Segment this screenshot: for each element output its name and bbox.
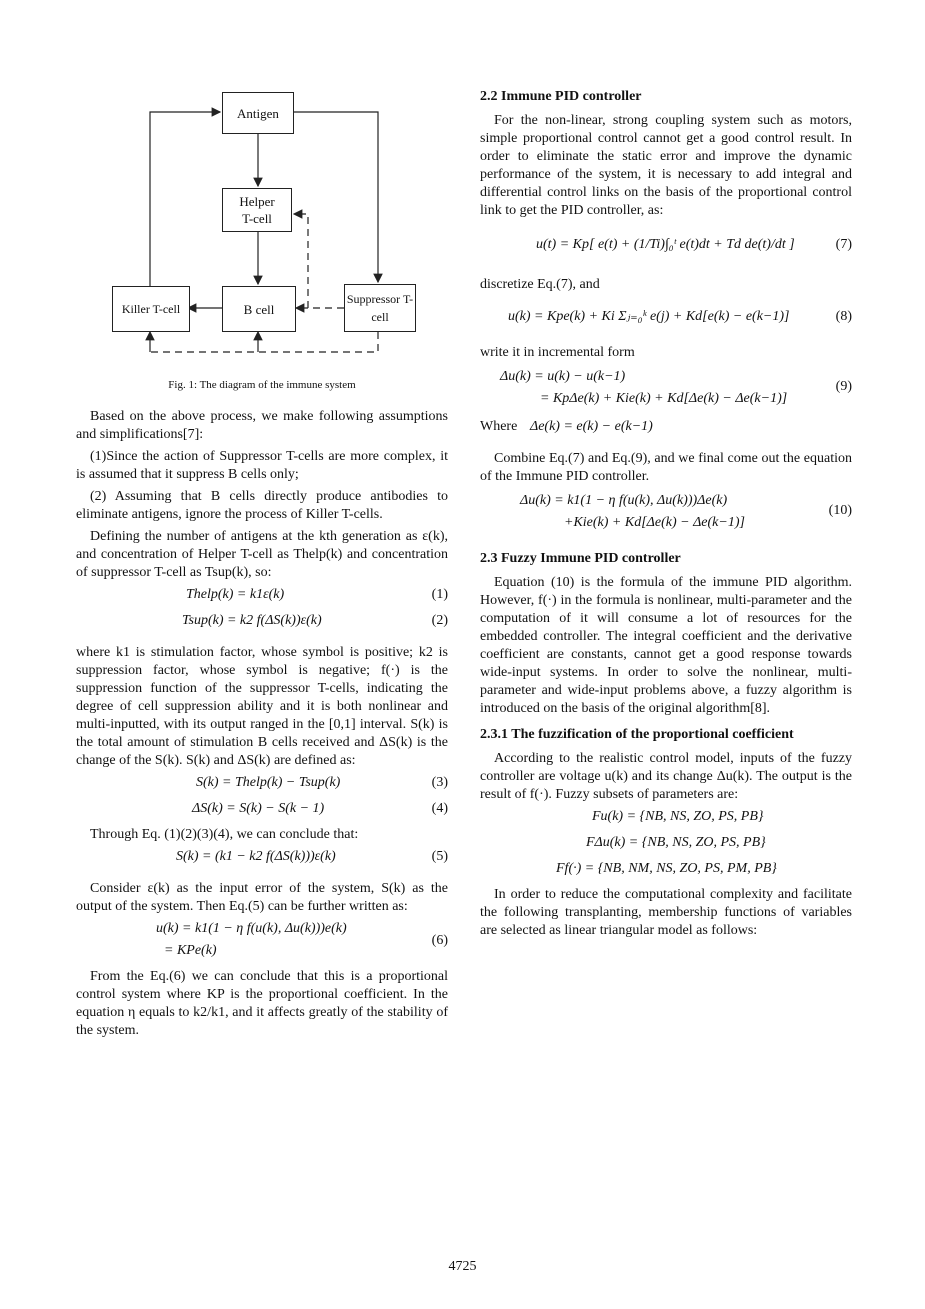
equation-3 xyxy=(76,774,448,800)
antigen-node: Antigen xyxy=(222,92,294,134)
equation-9-line-1: Δu(k) = u(k) − u(k−1) xyxy=(500,369,626,384)
equation-4-body: ΔS(k) = S(k) − S(k − 1) xyxy=(192,801,325,816)
paragraph-fuzzy-intro: Equation (10) is the formula of the immune PID algorithm. However, f(·) in the formula is nonlinear, multi-parameter and the computation of it will consume a lot of resources for the embedded controller. The integral coefficient and the derivative coefficient are constants, cannot get a good response towards wide-input systems. In order to solve the nonlinear, multi-parameter and wide-input problems above, a fuzzy algorithm is introduced on the basis of the original algorithm[8]. xyxy=(480,575,852,716)
equation-5-number: (5) xyxy=(431,849,448,864)
equation-where-body: Δe(k) = e(k) − e(k−1) xyxy=(530,419,653,434)
paragraph-proportional: From the Eq.(6) we can conclude that this is a proportional control system where KP is the proportional coefficient. In the equation η equals to k2/k1, and it affects greatly of the stability of the system. xyxy=(76,969,448,1038)
equation-8-number: (8) xyxy=(835,309,852,324)
equation-8-body: u(k) = Kpe(k) + Ki Σⱼ₌₀ᵏ e(j) + Kd[e(k) − e(k−1)] xyxy=(508,309,790,324)
where-label: Where xyxy=(480,419,518,434)
paragraph-pid-intro: For the non-linear, strong coupling system such as motors, simple proportional control cannot get a good control result. In order to eliminate the static error and improve the dynamic performance of the system, it is necessary to add integral and differential control links on the basis of the proportional control link to get the PID controller, as: xyxy=(480,113,852,218)
paragraph-consider: Consider ε(k) as the input error of the system, S(k) as the output of the system. Then Eq.(5) can be further written as: xyxy=(76,881,448,914)
page-number: 4725 xyxy=(448,1259,477,1274)
fuzzy-subset-u xyxy=(480,808,852,834)
equation-10-line-2: +Kie(k) + Kd[Δe(k) − Δe(k−1)] xyxy=(564,515,745,530)
fuzzy-subset-f xyxy=(480,860,852,886)
killer-t-cell-node: Killer T-cell xyxy=(112,286,190,332)
paragraph-definitions: Defining the number of antigens at the kth generation as ε(k), and concentration of Helper T-cell as Thelp(k) and concentration of suppressor T-cell as Tsup(k), so: xyxy=(76,529,448,580)
section-heading-2-2: 2.2 Immune PID controller xyxy=(480,89,642,104)
fuzzy-subset-du-body: FΔu(k) = {NB, NS, ZO, PS, PB} xyxy=(586,835,766,850)
equation-6 xyxy=(76,920,448,964)
paragraph-combine: Combine Eq.(7) and Eq.(9), and we final come out the equation of the Immune PID controller. xyxy=(480,451,852,484)
suppressor-t-cell-node: Suppressor T-cell xyxy=(344,284,416,332)
paragraph-through: Through Eq. (1)(2)(3)(4), we can conclude that: xyxy=(90,827,359,842)
equation-5 xyxy=(76,848,448,874)
left-column xyxy=(76,88,448,1044)
equation-9-number: (9) xyxy=(835,379,852,394)
fuzzy-subset-du xyxy=(480,834,852,860)
equation-7 xyxy=(480,224,852,268)
equation-6-line-2: = KPe(k) xyxy=(164,943,217,958)
equation-3-body: S(k) = Thelp(k) − Tsup(k) xyxy=(196,775,341,790)
helper-t-cell-node: Helper T-cell xyxy=(222,188,292,232)
paragraph-incremental: write it in incremental form xyxy=(480,345,635,360)
equation-10 xyxy=(480,490,852,538)
equation-7-number: (7) xyxy=(835,237,852,252)
equation-1-body: Thelp(k) = k1ε(k) xyxy=(186,587,285,602)
paragraph-fuzzification: According to the realistic control model, inputs of the fuzzy controller are voltage u(k) and its change Δu(k). The output is the result of f(·). Fuzzy subsets of parameters are: xyxy=(480,751,852,802)
b-cell-node: B cell xyxy=(222,286,296,332)
equation-where xyxy=(480,418,852,446)
equation-5-body: S(k) = (k1 − k2 f(ΔS(k)))ε(k) xyxy=(176,849,336,864)
figure-caption: Fig. 1: The diagram of the immune system xyxy=(168,379,356,391)
equation-1 xyxy=(76,586,448,612)
section-heading-2-3: 2.3 Fuzzy Immune PID controller xyxy=(480,551,681,566)
equation-9-line-2: = KpΔe(k) + Kie(k) + Kd[Δe(k) − Δe(k−1)] xyxy=(540,391,788,406)
equation-1-number: (1) xyxy=(431,587,448,602)
paragraph-assumptions: Based on the above process, we make following assumptions and simplifications[7]: xyxy=(76,409,448,442)
equation-10-line-1: Δu(k) = k1(1 − η f(u(k), Δu(k)))Δe(k) xyxy=(520,493,728,508)
equation-8 xyxy=(480,298,852,338)
paragraph-where: where k1 is stimulation factor, whose symbol is positive; k2 is suppression factor, whose symbol is negative; f(·) is the suppression function of the suppressor T-cells, indicating the degree of cell suppression ability and it is both nonlinear and multi-inputted, with its output ranged in the [0,1] interval. S(k) is the total amount of stimulation B cells received and ΔS(k) is the change of the S(k). S(k) and ΔS(k) are defined as: xyxy=(76,645,448,768)
equation-3-number: (3) xyxy=(431,775,448,790)
equation-4-number: (4) xyxy=(431,801,448,816)
paragraph-membership: In order to reduce the computational complexity and facilitate the following transplanting, membership functions of variables are selected as linear triangular model as follows: xyxy=(480,887,852,938)
fuzzy-subset-f-body: Ff(·) = {NB, NM, NS, ZO, PS, PM, PB} xyxy=(556,861,777,876)
immune-system-diagram xyxy=(76,88,448,368)
equation-4 xyxy=(76,800,448,826)
fuzzy-subset-u-body: Fu(k) = {NB, NS, ZO, PS, PB} xyxy=(592,809,764,824)
equation-2-body: Tsup(k) = k2 f(ΔS(k))ε(k) xyxy=(182,613,322,628)
equation-2 xyxy=(76,612,448,638)
equation-10-number: (10) xyxy=(828,503,852,518)
section-heading-2-3-1: 2.3.1 The fuzzification of the proportional coefficient xyxy=(480,727,794,742)
equation-2-number: (2) xyxy=(431,613,448,628)
paragraph-assumption-1: (1)Since the action of Suppressor T-cells are more complex, it is assumed that it suppress B cells only; xyxy=(76,449,448,482)
equation-6-line-1: u(k) = k1(1 − η f(u(k), Δu(k)))e(k) xyxy=(156,921,347,936)
right-column xyxy=(480,88,852,944)
paragraph-discretize: discretize Eq.(7), and xyxy=(480,277,600,292)
paragraph-assumption-2: (2) Assuming that B cells directly produce antibodies to eliminate antigens, ignore the process of Killer T-cells. xyxy=(76,489,448,522)
equation-7-body: u(t) = Kp[ e(t) + (1/Ti)∫₀ᵗ e(t)dt + Td de(t)/dt ] xyxy=(536,237,795,252)
equation-6-number: (6) xyxy=(431,933,448,948)
equation-9 xyxy=(480,366,852,414)
